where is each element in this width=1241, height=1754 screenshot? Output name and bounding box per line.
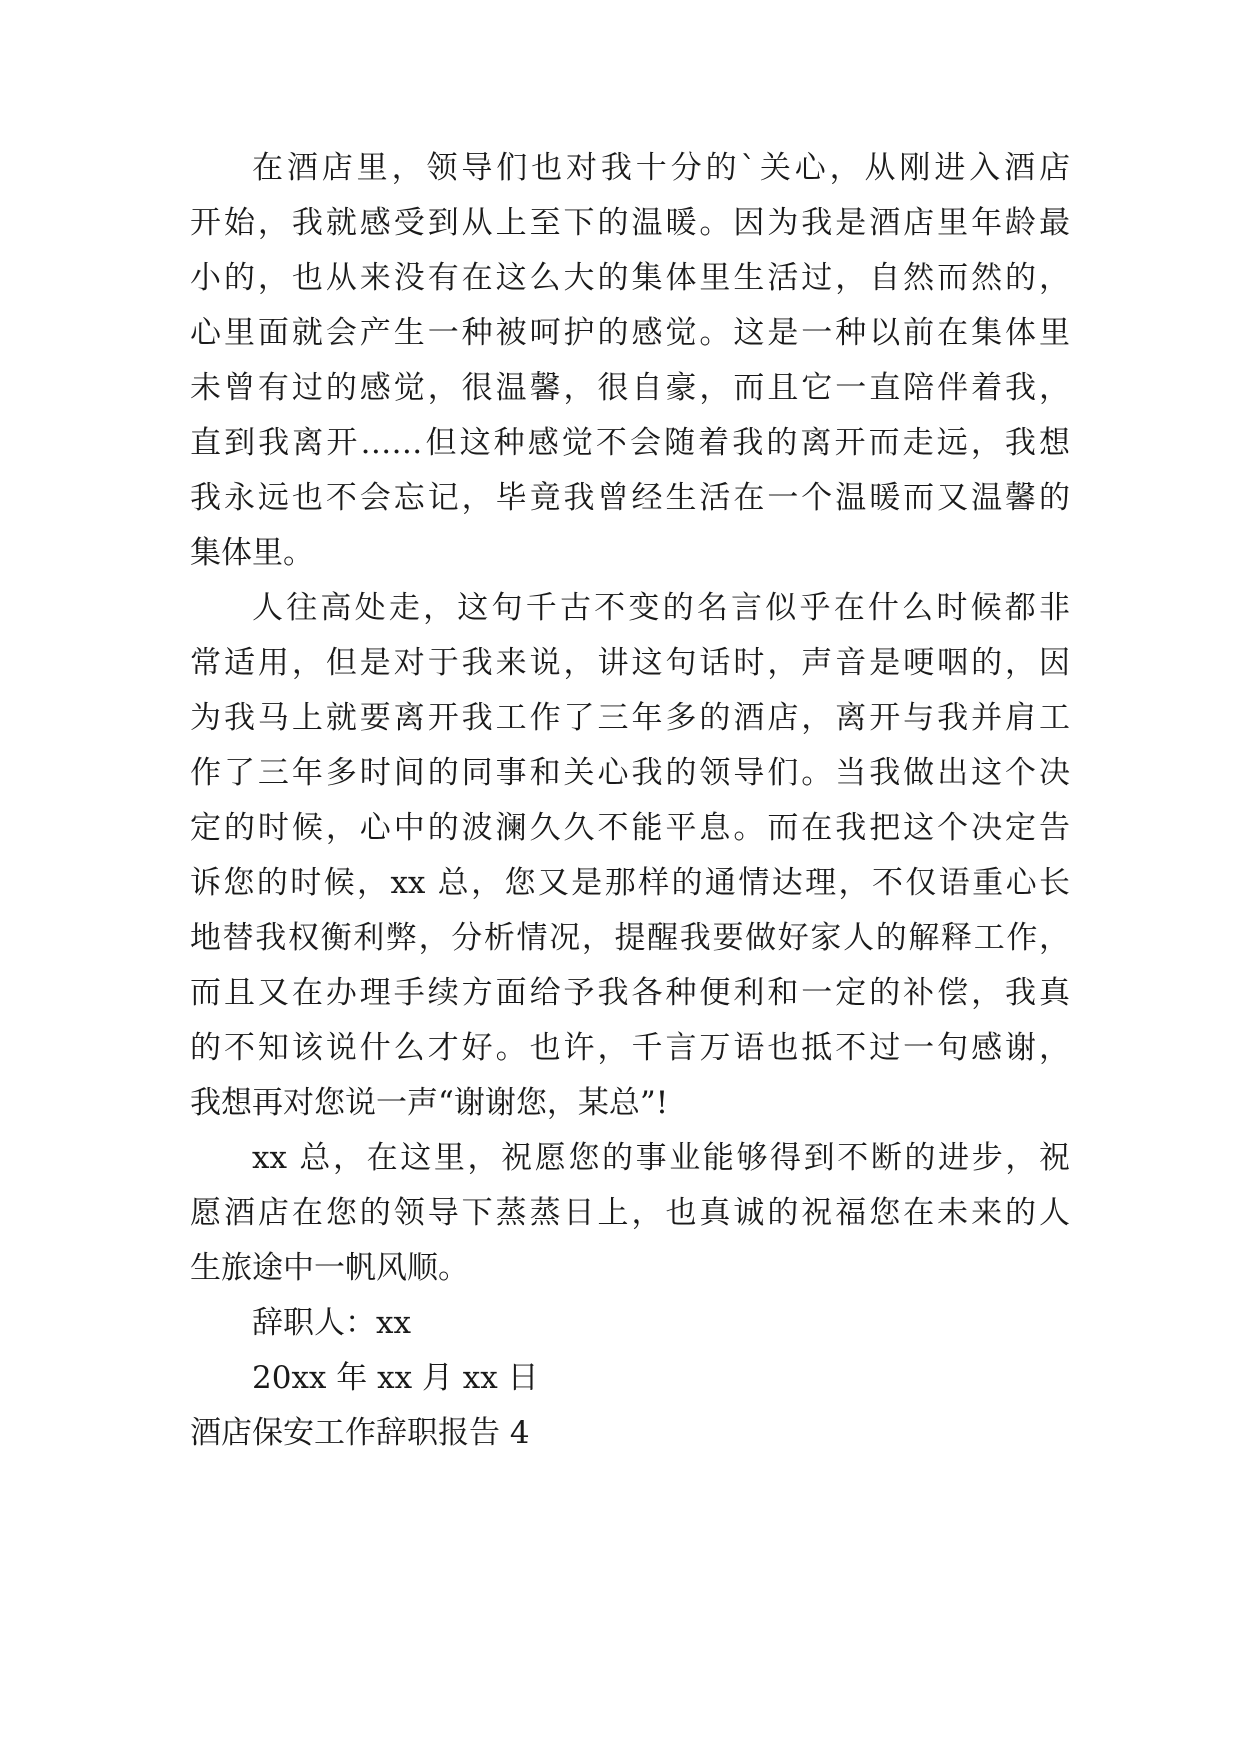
paragraph-2-line-5: 定的时候，心中的波澜久久不能平息。而在我把这个决定告 (190, 810, 1070, 846)
paragraph-3-line-2: 愿酒店在您的领导下蒸蒸日上，也真诚的祝福您在未来的人 (190, 1195, 1070, 1231)
paragraph-2-line-9: 的不知该说什么才好。也许，千言万语也抵不过一句感谢， (190, 1030, 1070, 1066)
paragraph-2-line-3: 为我马上就要离开我工作了三年多的酒店，离开与我并肩工 (190, 700, 1070, 736)
paragraph-3-line-3: 生旅途中一帆风顺。 (190, 1250, 469, 1286)
paragraph-2-line-1: 人往高处走，这句千古不变的名言似乎在什么时候都非 (252, 590, 1070, 626)
paragraph-1-line-7: 我永远也不会忘记，毕竟我曾经生活在一个温暖而又温馨的 (190, 480, 1070, 516)
signature-line: 辞职人：xx (252, 1305, 411, 1341)
paragraph-1-line-1: 在酒店里，领导们也对我十分的`关心，从刚进入酒店 (252, 150, 1070, 186)
paragraph-1-line-2: 开始，我就感受到从上至下的温暖。因为我是酒店里年龄最 (190, 205, 1070, 241)
date-line: 20xx 年 xx 月 xx 日 (252, 1360, 539, 1396)
paragraph-2-line-7: 地替我权衡利弊，分析情况，提醒我要做好家人的解释工作， (190, 920, 1070, 956)
paragraph-1-line-6: 直到我离开……但这种感觉不会随着我的离开而走远，我想 (190, 425, 1070, 461)
paragraph-1-line-3: 小的，也从来没有在这么大的集体里生活过，自然而然的， (190, 260, 1070, 296)
paragraph-1-line-5: 未曾有过的感觉，很温馨，很自豪，而且它一直陪伴着我， (190, 370, 1070, 406)
paragraph-1-line-8: 集体里。 (190, 535, 314, 571)
paragraph-2-line-6: 诉您的时候，xx 总，您又是那样的通情达理，不仅语重心长 (190, 865, 1070, 901)
next-section-title: 酒店保安工作辞职报告 4 (190, 1415, 530, 1451)
paragraph-3-line-1: xx 总，在这里，祝愿您的事业能够得到不断的进步，祝 (252, 1140, 1070, 1176)
paragraph-2-line-4: 作了三年多时间的同事和关心我的领导们。当我做出这个决 (190, 755, 1070, 791)
paragraph-2-line-8: 而且又在办理手续方面给予我各种便利和一定的补偿，我真 (190, 975, 1070, 1011)
paragraph-2-line-2: 常适用，但是对于我来说，讲这句话时，声音是哽咽的，因 (190, 645, 1070, 681)
paragraph-2-line-10: 我想再对您说一声“谢谢您，某总”! (190, 1085, 669, 1121)
paragraph-1-line-4: 心里面就会产生一种被呵护的感觉。这是一种以前在集体里 (190, 315, 1070, 351)
